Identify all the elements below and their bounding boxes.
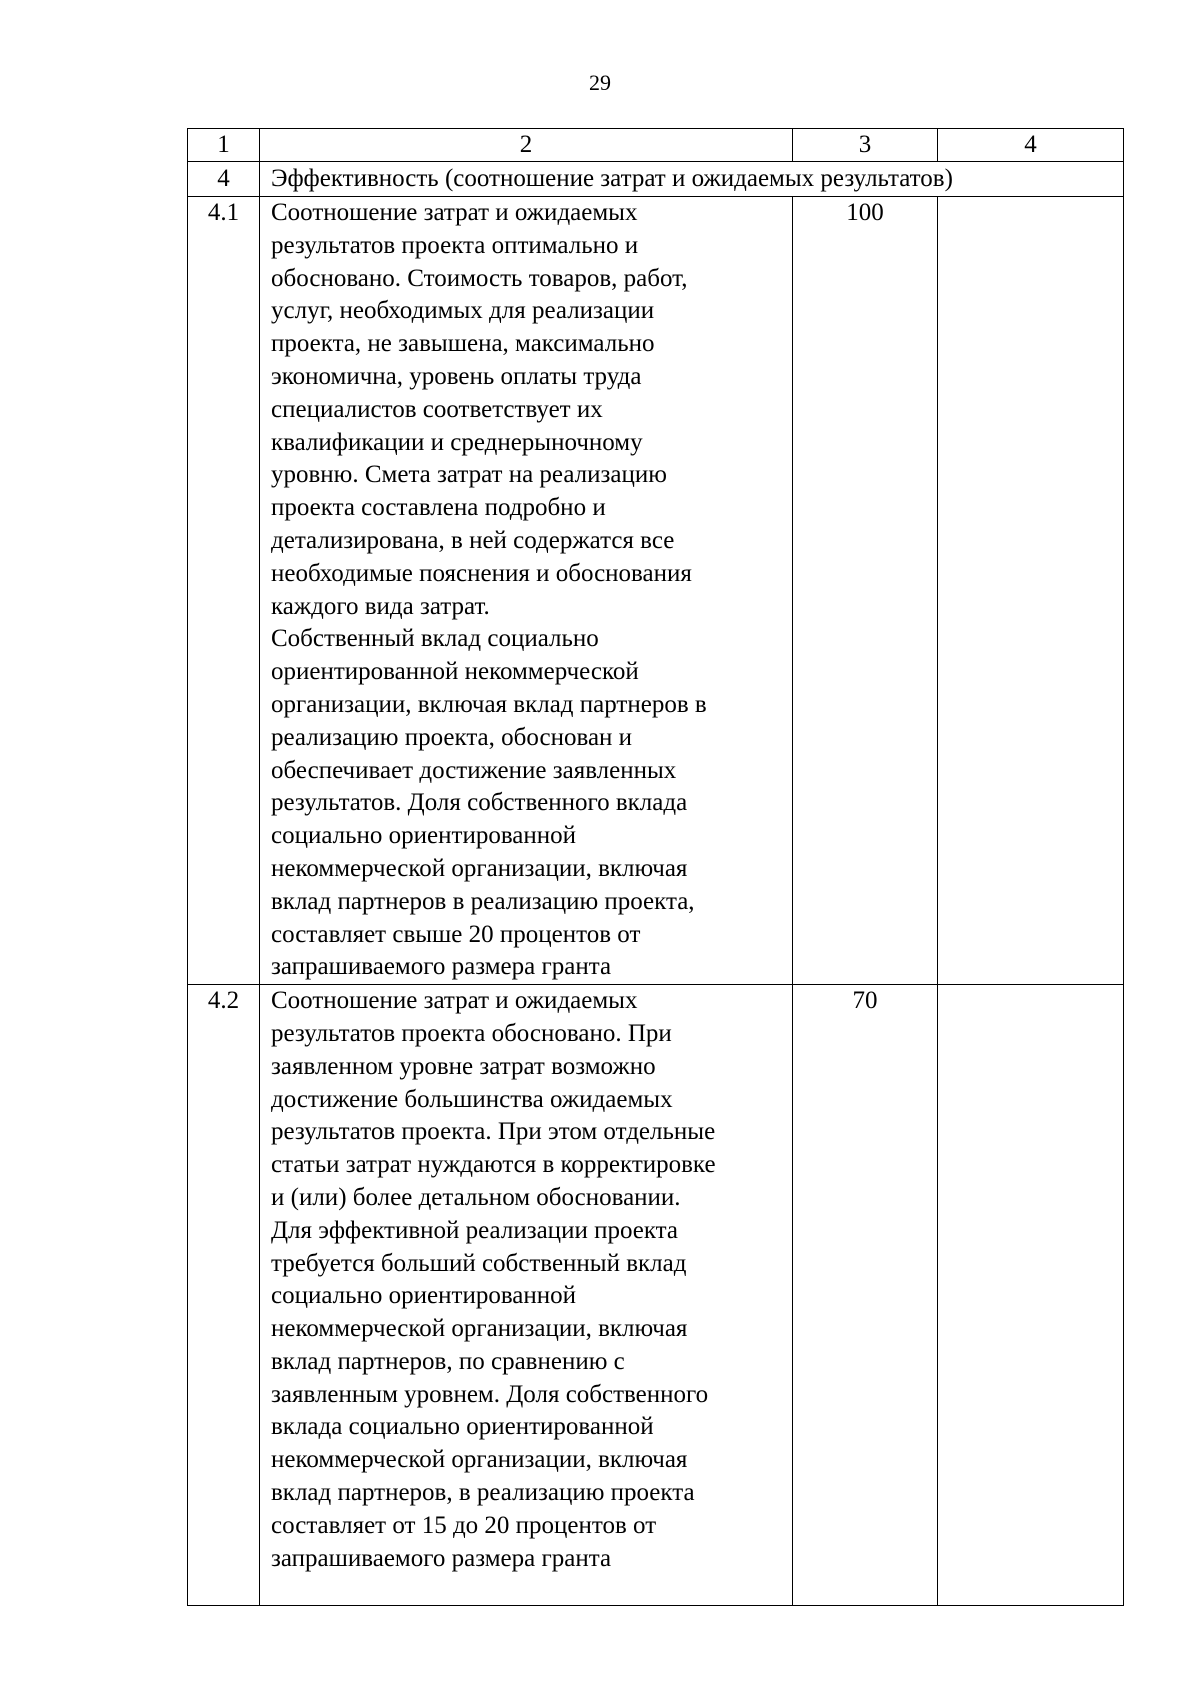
description-line: некоммерческой организации, включая <box>271 1446 688 1474</box>
column-number-row <box>188 129 1124 162</box>
section-number: 4 <box>188 162 260 197</box>
description-line: результатов проекта оптимально и <box>271 231 639 259</box>
description-line: социально ориентированной <box>271 822 577 850</box>
description-line: экономична, уровень оплаты труда <box>271 362 642 390</box>
description-line: составляет свыше 20 процентов от <box>271 920 641 948</box>
description-line: результатов проекта. При этом отдельные <box>271 1118 716 1146</box>
table-row <box>188 197 1124 985</box>
description-line: обосновано. Стоимость товаров, работ, <box>271 264 688 292</box>
description-line: ориентированной некоммерческой <box>271 658 639 686</box>
description-line: вклад партнеров, в реализацию проекта <box>271 1479 695 1507</box>
description-line: заявленным уровнем. Доля собственного <box>271 1380 709 1408</box>
description-line: требуется больший собственный вклад <box>271 1249 687 1277</box>
column-number-2: 2 <box>260 129 793 162</box>
criterion-score: 100 <box>793 197 938 985</box>
criterion-empty-cell <box>938 197 1124 985</box>
criterion-empty-cell <box>938 985 1124 1606</box>
column-number-3: 3 <box>793 129 938 162</box>
description-line: Соотношение затрат и ожидаемых <box>271 987 638 1015</box>
column-number-1: 1 <box>188 129 260 162</box>
description-line: Собственный вклад социально <box>271 625 599 653</box>
description-line: необходимые пояснения и обоснования <box>271 559 692 587</box>
description-line: социально ориентированной <box>271 1282 577 1310</box>
description-line: вклада социально ориентированной <box>271 1413 654 1441</box>
description-line: достижение большинства ожидаемых <box>271 1085 673 1113</box>
description-line: реализацию проекта, обоснован и <box>271 723 633 751</box>
criterion-number: 4.1 <box>188 197 260 985</box>
description-line: обеспечивает достижение заявленных <box>271 756 677 784</box>
criterion-description <box>260 985 793 1606</box>
table-row <box>188 985 1124 1606</box>
description-line: некоммерческой организации, включая <box>271 1315 688 1343</box>
description-line: детализирована, в ней содержатся все <box>271 526 675 554</box>
description-line: Для эффективной реализации проекта <box>271 1216 678 1244</box>
description-line: составляет от 15 до 20 процентов от <box>271 1511 657 1539</box>
description-line: заявленном уровне затрат возможно <box>271 1052 656 1080</box>
description-line: и (или) более детальном обосновании. <box>271 1183 681 1211</box>
section-title: Эффективность (соотношение затрат и ожидаемых результатов) <box>260 162 1124 197</box>
criterion-number: 4.2 <box>188 985 260 1606</box>
page-number: 29 <box>589 70 611 95</box>
description-line: Соотношение затрат и ожидаемых <box>271 199 638 226</box>
criteria-table <box>187 128 1124 1606</box>
description-line: уровню. Смета затрат на реализацию <box>271 461 667 489</box>
description-line: некоммерческой организации, включая <box>271 854 688 882</box>
column-number-4: 4 <box>938 129 1124 162</box>
description-line: статьи затрат нуждаются в корректировке <box>271 1151 716 1179</box>
description-line: проекта составлена подробно и <box>271 494 606 522</box>
description-line: вклад партнеров, по сравнению с <box>271 1347 625 1375</box>
section-row <box>188 162 1124 197</box>
description-line: результатов проекта обосновано. При <box>271 1019 672 1047</box>
description-line: специалистов соответствует их <box>271 395 603 423</box>
description-line: запрашиваемого размера гранта <box>271 1544 612 1572</box>
description-line: каждого вида затрат. <box>271 592 490 620</box>
description-line: вклад партнеров в реализацию проекта, <box>271 887 695 915</box>
description-line: запрашиваемого размера гранта <box>271 953 612 981</box>
criterion-score: 70 <box>793 985 938 1606</box>
criterion-description <box>260 197 793 985</box>
description-line: организации, включая вклад партнеров в <box>271 690 707 718</box>
description-line: результатов. Доля собственного вклада <box>271 789 688 817</box>
description-line: услуг, необходимых для реализации <box>271 297 655 325</box>
description-line: квалификации и среднерыночному <box>271 428 643 456</box>
description-line: проекта, не завышена, максимально <box>271 330 655 358</box>
